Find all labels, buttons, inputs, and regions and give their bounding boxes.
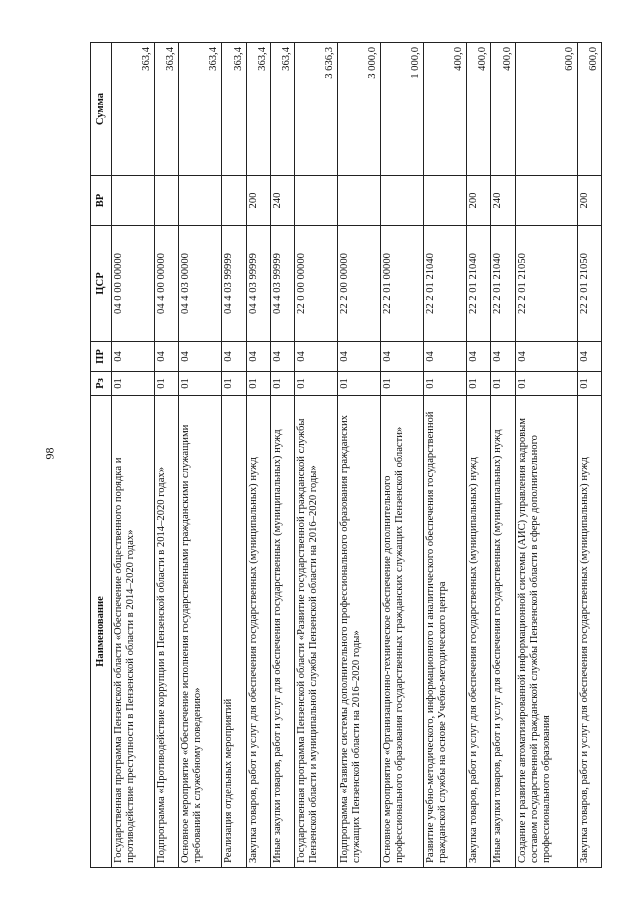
cell-vr xyxy=(337,176,380,226)
table-row xyxy=(577,43,601,868)
cell-pr: 04 xyxy=(467,342,491,372)
cell-vr xyxy=(222,176,246,226)
cell-name: Основное мероприятие «Организационно-техническое обеспечение дополнительного профессионального образования государственных гражданских служащих Пензенской области» xyxy=(381,396,424,868)
table-row xyxy=(179,43,222,868)
cell-vr xyxy=(112,176,155,226)
cell-pr: 04 xyxy=(246,342,270,372)
cell-sum: 3 000,0 xyxy=(337,43,380,176)
cell-vr: 240 xyxy=(270,176,294,226)
cell-sum: 363,4 xyxy=(270,43,294,176)
cell-vr: 200 xyxy=(577,176,601,226)
table-header xyxy=(91,43,112,868)
cell-csr: 22 2 01 21040 xyxy=(491,226,515,342)
page-number: 98 xyxy=(42,447,57,460)
header-vr: ВР xyxy=(91,176,112,226)
table-row xyxy=(222,43,246,868)
cell-csr: 04 0 00 00000 xyxy=(112,226,155,342)
cell-sum: 363,4 xyxy=(246,43,270,176)
cell-csr: 22 2 01 00000 xyxy=(381,226,424,342)
cell-name: Подпрограмма «Развитие системы дополнительного профессионального образования гражданских служащих Пензенской области на 2016–2020 годы» xyxy=(337,396,380,868)
cell-name: Закупка товаров, работ и услуг для обеспечения государственных (муниципальных) нужд xyxy=(577,396,601,868)
cell-vr xyxy=(294,176,337,226)
header-rz: Рз xyxy=(91,372,112,396)
cell-csr: 04 4 03 99999 xyxy=(270,226,294,342)
cell-pr: 04 xyxy=(155,342,179,372)
cell-rz: 01 xyxy=(155,372,179,396)
cell-pr: 04 xyxy=(381,342,424,372)
cell-rz: 01 xyxy=(270,372,294,396)
cell-vr xyxy=(381,176,424,226)
table-body xyxy=(112,43,602,868)
cell-name: Реализация отдельных мероприятий xyxy=(222,396,246,868)
cell-rz: 01 xyxy=(491,372,515,396)
cell-name: Иные закупки товаров, работ и услуг для обеспечения государственных (муниципальных) нужд xyxy=(491,396,515,868)
cell-rz: 01 xyxy=(294,372,337,396)
cell-pr: 04 xyxy=(515,342,577,372)
cell-csr: 04 4 03 99999 xyxy=(246,226,270,342)
cell-sum: 400,0 xyxy=(491,43,515,176)
cell-sum: 600,0 xyxy=(515,43,577,176)
table-row xyxy=(112,43,155,868)
cell-name: Государственная программа Пензенской области «Обеспечение общественного порядка и противодействие преступности в Пензенской области в 2014–2020 годах» xyxy=(112,396,155,868)
cell-csr: 22 2 00 00000 xyxy=(337,226,380,342)
cell-vr: 240 xyxy=(491,176,515,226)
cell-pr: 04 xyxy=(424,342,467,372)
cell-rz: 01 xyxy=(179,372,222,396)
cell-rz: 01 xyxy=(112,372,155,396)
cell-csr: 22 2 01 21050 xyxy=(515,226,577,342)
cell-vr: 200 xyxy=(246,176,270,226)
cell-sum: 363,4 xyxy=(155,43,179,176)
cell-name: Основное мероприятие «Обеспечение исполнения государственными гражданскими служащими требований к служебному поведению» xyxy=(179,396,222,868)
cell-pr: 04 xyxy=(294,342,337,372)
cell-sum: 400,0 xyxy=(467,43,491,176)
cell-sum: 363,4 xyxy=(179,43,222,176)
cell-rz: 01 xyxy=(222,372,246,396)
cell-csr: 04 4 03 99999 xyxy=(222,226,246,342)
cell-csr: 22 2 01 21050 xyxy=(577,226,601,342)
cell-sum: 3 636,3 xyxy=(294,43,337,176)
cell-sum: 363,4 xyxy=(222,43,246,176)
table-row xyxy=(515,43,577,868)
cell-rz: 01 xyxy=(515,372,577,396)
cell-sum: 400,0 xyxy=(424,43,467,176)
cell-vr xyxy=(155,176,179,226)
cell-pr: 04 xyxy=(491,342,515,372)
cell-sum: 363,4 xyxy=(112,43,155,176)
table-row xyxy=(270,43,294,868)
cell-name: Государственная программа Пензенской области «Развитие государственной гражданской службы Пензенской области и муниципальной службы Пензенской области на 2016–2020 годы» xyxy=(294,396,337,868)
cell-rz: 01 xyxy=(337,372,380,396)
cell-rz: 01 xyxy=(424,372,467,396)
table-row xyxy=(246,43,270,868)
header-sum: Сумма xyxy=(91,43,112,176)
cell-pr: 04 xyxy=(112,342,155,372)
table-row xyxy=(381,43,424,868)
cell-name: Создание и развитие автоматизированной информационной системы (АИС) управления кадровым составом государственной гражданской службы Пензенской области в сфере дополнительного профессионального образования xyxy=(515,396,577,868)
header-row xyxy=(91,43,112,868)
cell-sum: 600,0 xyxy=(577,43,601,176)
table-row xyxy=(467,43,491,868)
cell-csr: 22 0 00 00000 xyxy=(294,226,337,342)
cell-rz: 01 xyxy=(246,372,270,396)
cell-sum: 1 000,0 xyxy=(381,43,424,176)
cell-pr: 04 xyxy=(577,342,601,372)
cell-vr xyxy=(515,176,577,226)
cell-name: Подпрограмма «Противодействие коррупции в Пензенской области в 2014–2020 годах» xyxy=(155,396,179,868)
cell-pr: 04 xyxy=(222,342,246,372)
cell-rz: 01 xyxy=(381,372,424,396)
cell-csr: 04 4 00 00000 xyxy=(155,226,179,342)
cell-name: Развитие учебно-методического, информационного и аналитического обеспечения государственной гражданской службы на основе Учебно-методического центра xyxy=(424,396,467,868)
cell-csr: 22 2 01 21040 xyxy=(424,226,467,342)
cell-pr: 04 xyxy=(179,342,222,372)
cell-name: Закупка товаров, работ и услуг для обеспечения государственных (муниципальных) нужд xyxy=(467,396,491,868)
cell-name: Иные закупки товаров, работ и услуг для обеспечения государственных (муниципальных) нужд xyxy=(270,396,294,868)
cell-vr: 200 xyxy=(467,176,491,226)
header-pr: ПР xyxy=(91,342,112,372)
header-name: Наименование xyxy=(91,396,112,868)
cell-rz: 01 xyxy=(577,372,601,396)
table-row xyxy=(491,43,515,868)
table-row xyxy=(337,43,380,868)
cell-pr: 04 xyxy=(337,342,380,372)
cell-vr xyxy=(424,176,467,226)
header-csr: ЦСР xyxy=(91,226,112,342)
budget-table xyxy=(90,42,602,868)
table-row xyxy=(294,43,337,868)
cell-csr: 22 2 01 21040 xyxy=(467,226,491,342)
table-row xyxy=(424,43,467,868)
cell-vr xyxy=(179,176,222,226)
cell-csr: 04 4 03 00000 xyxy=(179,226,222,342)
cell-rz: 01 xyxy=(467,372,491,396)
table-row xyxy=(155,43,179,868)
budget-table-wrapper xyxy=(90,43,602,868)
cell-name: Закупка товаров, работ и услуг для обеспечения государственных (муниципальных) нужд xyxy=(246,396,270,868)
cell-pr: 04 xyxy=(270,342,294,372)
